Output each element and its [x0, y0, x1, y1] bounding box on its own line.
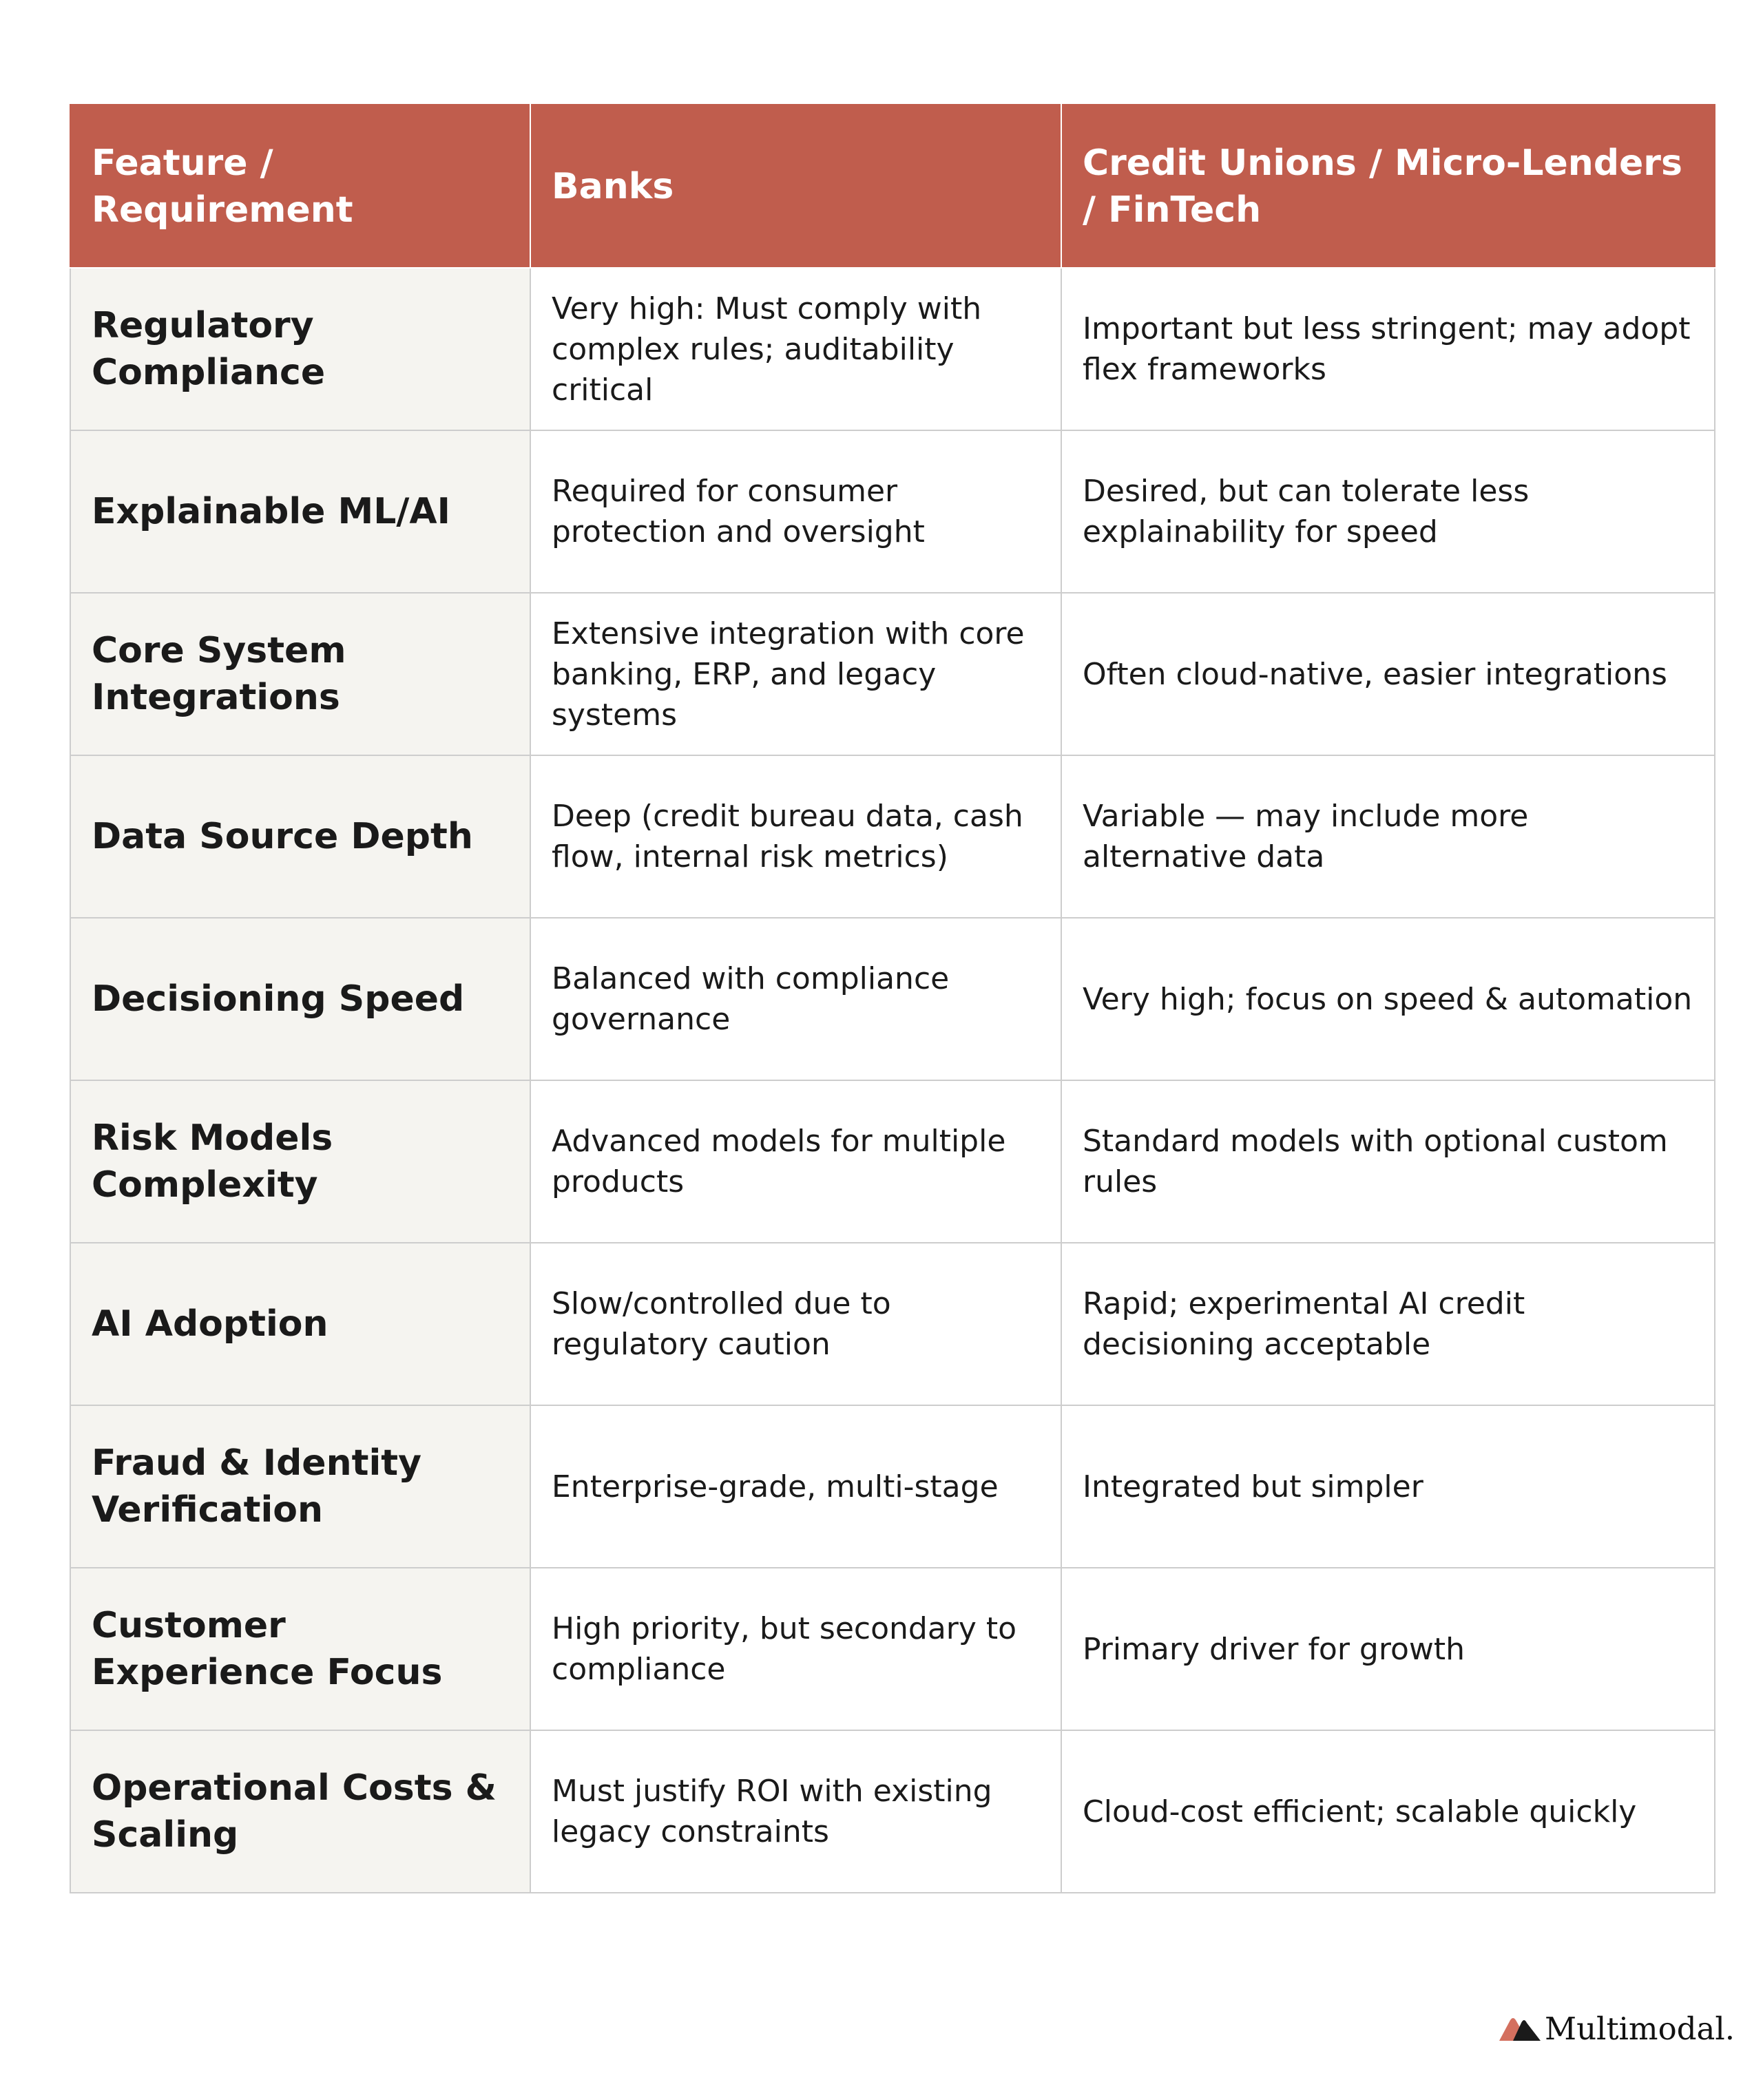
- banks-cell: Must justify ROI with existing legacy constraints: [530, 1730, 1061, 1893]
- feature-cell: Regulatory Compliance: [70, 268, 530, 430]
- banks-cell: Slow/controlled due to regulatory caution: [530, 1243, 1061, 1405]
- credit-unions-cell: Very high; focus on speed & automation: [1061, 918, 1715, 1080]
- feature-cell: Data Source Depth: [70, 755, 530, 918]
- credit-unions-cell: Integrated but simpler: [1061, 1405, 1715, 1568]
- banks-cell: High priority, but secondary to compliance: [530, 1568, 1061, 1730]
- table-row: [70, 1243, 1715, 1405]
- banks-cell: Balanced with compliance governance: [530, 918, 1061, 1080]
- brand-name: Multimodal.: [1545, 2010, 1735, 2047]
- credit-unions-cell: Desired, but can tolerate less explainability for speed: [1061, 430, 1715, 593]
- table-row: [70, 1080, 1715, 1243]
- header-credit-unions: Credit Unions / Micro-Lenders / FinTech: [1061, 105, 1715, 268]
- feature-cell: AI Adoption: [70, 1243, 530, 1405]
- header-row: [70, 105, 1715, 268]
- banks-cell: Required for consumer protection and oversight: [530, 430, 1061, 593]
- table-row: [70, 593, 1715, 755]
- banks-cell: Extensive integration with core banking, ERP, and legacy systems: [530, 593, 1061, 755]
- feature-cell: Fraud & Identity Verification: [70, 1405, 530, 1568]
- table-row: [70, 1730, 1715, 1893]
- table-row: [70, 1568, 1715, 1730]
- comparison-table: [70, 104, 1715, 1893]
- banks-cell: Advanced models for multiple products: [530, 1080, 1061, 1243]
- banks-cell: Very high: Must comply with complex rules; auditability critical: [530, 268, 1061, 430]
- banks-cell: Deep (credit bureau data, cash flow, internal risk metrics): [530, 755, 1061, 918]
- table-row: [70, 430, 1715, 593]
- table-row: [70, 918, 1715, 1080]
- credit-unions-cell: Rapid; experimental AI credit decisioning acceptable: [1061, 1243, 1715, 1405]
- feature-cell: Decisioning Speed: [70, 918, 530, 1080]
- feature-cell: Customer Experience Focus: [70, 1568, 530, 1730]
- credit-unions-cell: Cloud-cost efficient; scalable quickly: [1061, 1730, 1715, 1893]
- banks-cell: Enterprise-grade, multi-stage: [530, 1405, 1061, 1568]
- credit-unions-cell: Primary driver for growth: [1061, 1568, 1715, 1730]
- header-feature: Feature / Requirement: [70, 105, 530, 268]
- credit-unions-cell: Standard models with optional custom rules: [1061, 1080, 1715, 1243]
- feature-cell: Risk Models Complexity: [70, 1080, 530, 1243]
- mountain-logo-icon: [1498, 2013, 1542, 2044]
- credit-unions-cell: Important but less stringent; may adopt flex frameworks: [1061, 268, 1715, 430]
- credit-unions-cell: Variable — may include more alternative data: [1061, 755, 1715, 918]
- feature-cell: Core System Integrations: [70, 593, 530, 755]
- brand-logo: [1498, 2009, 1735, 2048]
- table-row: [70, 268, 1715, 430]
- header-banks: Banks: [530, 105, 1061, 268]
- feature-cell: Explainable ML/AI: [70, 430, 530, 593]
- table-row: [70, 1405, 1715, 1568]
- feature-cell: Operational Costs & Scaling: [70, 1730, 530, 1893]
- table-row: [70, 755, 1715, 918]
- credit-unions-cell: Often cloud-native, easier integrations: [1061, 593, 1715, 755]
